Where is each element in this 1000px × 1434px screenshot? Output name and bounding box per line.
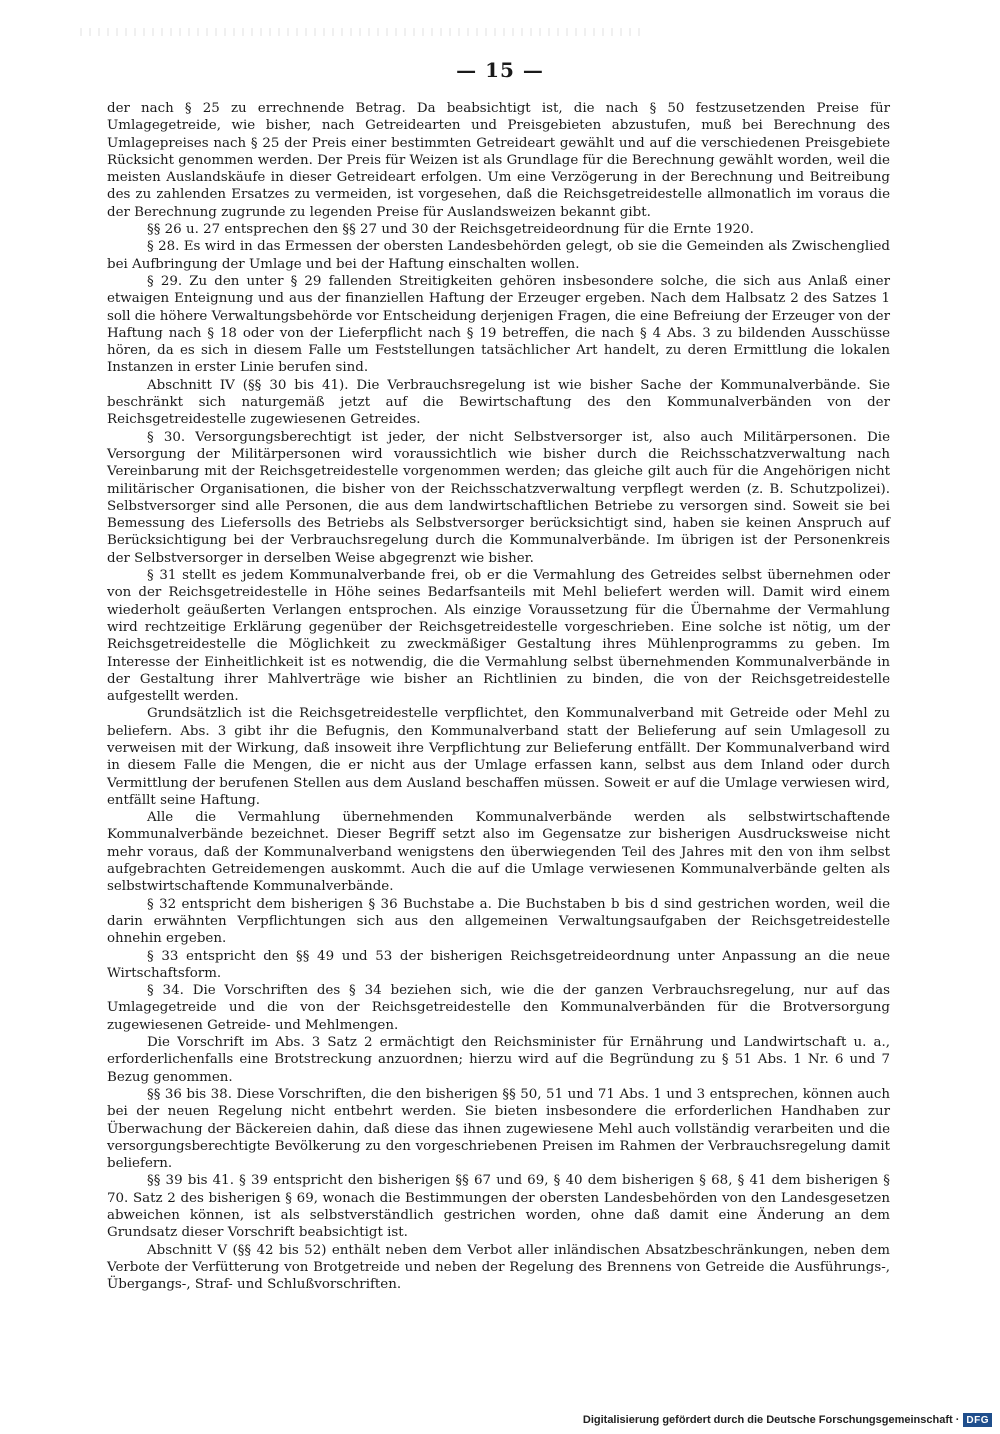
scan-artifact [80,28,640,36]
paragraph: § 29. Zu den unter § 29 fallenden Streitigkeiten gehören insbesondere solche, die sich aus Anlaß einer etwaigen Enteignung und aus der finanziellen Haftung der Erzeuger ergeben. Nach dem Halbsatz 2 des Satzes 1 soll die höhere Verwaltungsbehörde vor Entscheidung derjenigen Fragen, die eine Befreiung der Erzeuger von der Haftung nach § 18 oder von der Lieferpflicht nach § 19 betreffen, die nach § 4 Abs. 3 zu bildenden Ausschüsse hören, da es sich in diesem Falle um Feststellungen tatsächlicher Art handelt, zu deren Ermittlung die lokalen Instanzen in erster Linie berufen sind. [107,273,890,376]
paragraph: §§ 26 u. 27 entsprechen den §§ 27 und 30 der Reichsgetreideordnung für die Ernte 1920. [147,222,754,238]
paragraph: § 34. Die Vorschriften des § 34 beziehen sich, wie die der ganzen Verbrauchsregelung, nur auf das Umlagegetreide und die von der Reichsgetreidestelle den Kommunalverbänden für die Brotversorgung zugewiesenen Getreide- und Mehlmengen. [107,983,890,1033]
paragraph: Alle die Vermahlung übernehmenden Kommunalverbände werden als selbstwirtschaftende Kommunalverbände bezeichnet. Dieser Begriff setzt also im Gegensatze zur bisherigen Ausdrucksweise nicht mehr voraus, daß der Kommunalverband wenigstens den überwiegenden Teil des Jahres mit den von ihm selbst aufgebrachten Getreidemengen auskommt. Auch die auf die Umlage verwiesenen Kommunalverbände gelten als selbstwirtschaftende Kommunalverbände. [107,810,890,895]
footer-credit [583,1412,992,1428]
page-number: — 15 — [456,58,544,82]
paragraph: §§ 39 bis 41. § 39 entspricht den bisherigen §§ 67 und 69, § 40 dem bisherigen § 68, § 41 dem bisherigen § 70. Satz 2 des bisherigen § 69, wonach die Bestimmungen der obersten Landesbehörden von den Landesgesetzen abweichen können, ist als selbstverständlich gestrichen worden, ohne daß damit eine Änderung an dem Grundsatz dieser Vorschrift beabsichtigt ist. [107,1173,890,1241]
paragraph: § 28. Es wird in das Ermessen der obersten Landesbehörden gelegt, ob sie die Gemeinden als Zwischenglied bei Aufbringung der Umlage und bei der Haftung einschalten wollen. [107,239,890,272]
paragraph: § 31 stellt es jedem Kommunalverbande frei, ob er die Vermahlung des Getreides selbst übernehmen oder von der Reichsgetreidestelle in Höhe seines Bedarfsanteils mit Mehl beliefert werden will. Damit wird einem wiederholt geäußerten Verlangen entsprochen. Als einzige Voraussetzung für die Übernahme der Vermahlung wird rechtzeitige Erklärung gegenüber der Reichsgetreidestelle vorgeschrieben. Eine solche ist nötig, um der Reichsgetreidestelle die Möglichkeit zu zweckmäßiger Gestaltung ihres Mühlenprogramms zu geben. Im Interesse der Einheitlichkeit ist es notwendig, die die Vermahlung selbst übernehmenden Kommunalverbände in der Gestaltung ihrer Mahlverträge wie bisher an Richtlinien zu binden, die von der Reichsgetreidestelle aufgestellt werden. [107,568,890,705]
footer-text: Digitalisierung gefördert durch die Deutsche Forschungsgemeinschaft · [582,1414,960,1426]
dfg-logo: DFG [963,1413,992,1427]
paragraph: Die Vorschrift im Abs. 3 Satz 2 ermächtigt den Reichsminister für Ernährung und Landwirtschaft u. a., erforderlichenfalls eine Brotstreckung anzuordnen; hierzu wird auf die Begründung zu § 51 Abs. 1 Nr. 6 und 7 Bezug genommen. [107,1035,890,1085]
paragraph: Abschnitt IV (§§ 30 bis 41). Die Verbrauchsregelung ist wie bisher Sache der Kommunalverbände. Sie beschränkt sich naturgemäß jetzt auf die Bewirtschaftung des den Kommunalverbänden von der Reichsgetreidestelle zugewiesenen Getreides. [107,377,890,428]
paragraph: § 33 entspricht den §§ 49 und 53 der bisherigen Reichsgetreideordnung unter Anpassung an die neue Wirtschaftsform. [107,948,890,981]
paragraph: der nach § 25 zu errechnende Betrag. Da beabsichtigt ist, die nach § 50 festzusetzenden Preise für Umlagegetreide, wie bisher, nach Getreidearten und Preisgebieten abzustufen, muß bei Berechnung des Umlagepreises nach § 25 der Preis einer bestimmten Getreideart gewählt und auf die verschiedenen Preisgebiete Rücksicht genommen werden. Der Preis für Weizen ist als Grundlage für die Berechnung gewählt worden, weil die meisten Auslandskäufe in dieser Getreideart erfolgen. Um eine Verzögerung in der Berechnung und Beitreibung des zu zahlenden Ersatzes zu vermeiden, ist vorgesehen, daß die Reichsgetreidestelle allmonatlich im voraus die der Berechnung zugrunde zu legenden Preise für Auslandsweizen bekannt gibt. [107,101,890,220]
body-text [107,100,890,1293]
paragraph: § 32 entspricht dem bisherigen § 36 Buchstabe a. Die Buchstaben b bis d sind gestrichen worden, weil die darin erwähnten Verpflichtungen sich aus den allgemeinen Verwaltungsaufgaben der Reichsgetreidestelle ohnehin ergeben. [107,896,890,947]
paragraph: § 30. Versorgungsberechtigt ist jeder, der nicht Selbstversorger ist, also auch Militärpersonen. Die Versorgung der Militärpersonen wird voraussichtlich wie bisher durch die Reichsschatzverwaltung nach Vereinbarung mit der Reichsgetreidestelle vorgenommen werden; das gleiche gilt auch für die Angehörigen nicht militärischer Organisationen, die bisher von der Reichsschatzverwaltung verpflegt werden (z. B. Schutzpolizei). Selbstversorger sind alle Personen, die aus dem landwirtschaftlichen Betriebe zu versorgen sind. Soweit sie bei Bemessung des Liefersolls des Betriebs als Selbstversorger berücksichtigt sind, haben sie keinen Anspruch auf Berücksichtigung bei der Verbrauchsregelung durch die Kommunalverbände. Im übrigen ist der Personenkreis der Selbstversorger in derselben Weise abgegrenzt wie bisher. [107,429,890,566]
paragraph: Grundsätzlich ist die Reichsgetreidestelle verpflichtet, den Kommunalverband mit Getreide oder Mehl zu beliefern. Abs. 3 gibt ihr die Befugnis, den Kommunalverband statt der Belieferung auf sein Umlagesoll zu verweisen mit der Wirkung, daß insoweit ihre Verpflichtung zur Belieferung entfällt. Der Kommunalverband wird in diesem Falle die Mengen, die er nicht aus der Umlage erfassen kann, selbst aus dem Inland oder durch Vermittlung der berufenen Stellen aus dem Ausland beschaffen müssen. Soweit er auf die Umlage verwiesen wird, entfällt seine Haftung. [107,706,890,808]
paragraph: §§ 36 bis 38. Diese Vorschriften, die den bisherigen §§ 50, 51 und 71 Abs. 1 und 3 entsprechen, können auch bei der neuen Regelung nicht entbehrt werden. Sie bieten insbesondere die erforderlichen Handhaben zur Überwachung der Bäckereien dahin, daß diese das ihnen zugewiesene Mehl auch vollständig verarbeiten und die versorgungsberechtigte Bevölkerung zu den vorgeschriebenen Preisen im Rahmen der Verbrauchsregelung damit beliefern. [107,1086,890,1172]
paragraph: Abschnitt V (§§ 42 bis 52) enthält neben dem Verbot aller inländischen Absatzbeschränkungen, neben dem Verbote der Verfütterung von Brotgetreide und neben der Regelung des Brennens von Getreide die Ausführungs-, Übergangs-, Straf- und Schlußvorschriften. [107,1242,890,1293]
